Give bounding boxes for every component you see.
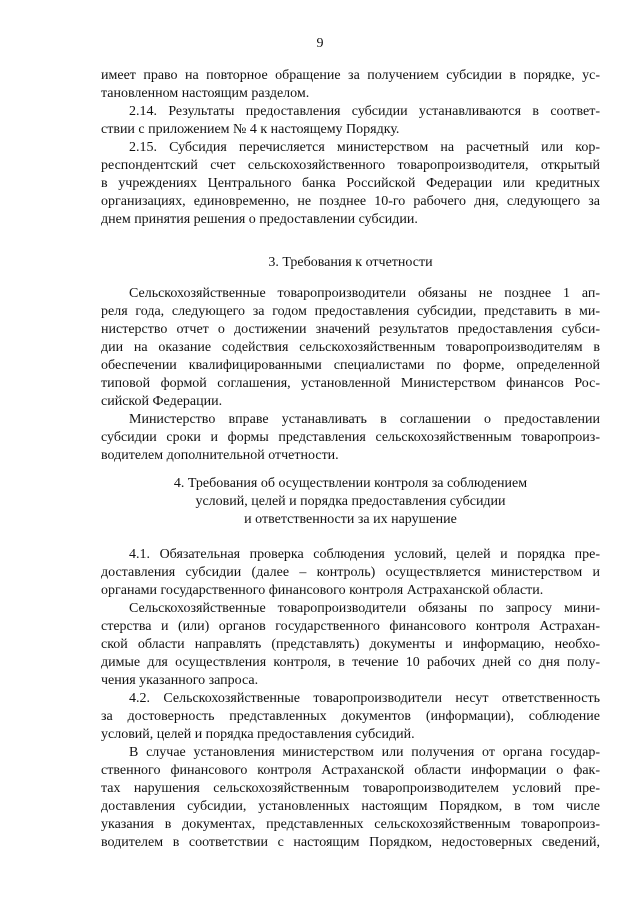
clause-4-2-line: 4.2. Сельскохозяйственные товаропроизводители несут ответственность bbox=[129, 691, 600, 706]
clause-4-1-line: димые для осуществления контроля, в течение 10 рабочих дней со дня полу- bbox=[101, 655, 600, 670]
text-line: имеет право на повторное обращение за получением субсидии в порядке, ус- bbox=[101, 68, 600, 83]
clause-4-2-line: тах нарушения сельскохозяйственным товаропроизводителем условий пре- bbox=[101, 781, 600, 796]
clause-2-15-line: организациях, единовременно, не позднее 10-го рабочего дня, следующего за bbox=[101, 194, 600, 209]
clause-4-1-line: доставления субсидии (далее – контроль) осуществляется министерством и bbox=[101, 565, 600, 580]
clause-4-2-line: доставления субсидии, установленных настоящим Порядком, в том числе bbox=[101, 799, 600, 814]
section-3-text-line: Министерство вправе устанавливать в соглашении о предоставлении bbox=[129, 412, 600, 427]
clause-4-1-line: органами государственного финансового контроля Астраханской области. bbox=[101, 583, 544, 598]
section-3-text-line: реля года, следующего за годом предоставления субсидии, представить в ми- bbox=[101, 304, 600, 319]
clause-4-2-line: условий, целей и порядка предоставления субсидий. bbox=[101, 727, 415, 742]
clause-2-15-line: в учреждениях Центрального банка Российской Федерации или кредитных bbox=[101, 176, 600, 191]
clause-2-15-line: 2.15. Субсидия перечисляется министерством на расчетный или кор- bbox=[129, 140, 600, 155]
text-line: тановленном настоящим разделом. bbox=[101, 86, 310, 101]
section-3-text-line: типовой формой соглашения, установленной Министерством финансов Рос- bbox=[101, 376, 600, 391]
section-3-text-line: нистерство отчет о достижении значений результатов предоставления субси- bbox=[101, 322, 600, 337]
clause-4-1-line: ской области направлять (представлять) документы и информацию, необхо- bbox=[101, 637, 600, 652]
clause-2-14-line: 2.14. Результаты предоставления субсидии устанавливаются в соответ- bbox=[129, 104, 600, 119]
section-3-text-line: дии на оказание содействия сельскохозяйственным товаропроизводителям в bbox=[101, 340, 600, 355]
clause-4-1-line: Сельскохозяйственные товаропроизводители обязаны по запросу мини- bbox=[129, 601, 600, 616]
clause-2-15-line: днем принятия решения о предоставлении субсидии. bbox=[101, 212, 418, 227]
clause-4-2-line: водителем в соответствии с настоящим Порядком, недостоверных сведений, bbox=[101, 835, 600, 850]
section-3-text-line: Сельскохозяйственные товаропроизводители обязаны не позднее 1 ап- bbox=[129, 286, 600, 301]
clause-4-2-line: В случае установления министерством или получения от органа государ- bbox=[129, 745, 600, 760]
clause-4-1-line: чения указанного запроса. bbox=[101, 673, 259, 688]
clause-4-2-line: ственного финансового контроля Астраханской области информации о фак- bbox=[101, 763, 600, 778]
clause-4-2-line: за достоверность представленных документов (информации), соблюдение bbox=[101, 709, 600, 724]
section-4-heading-line: 4. Требования об осуществлении контроля за соблюдением bbox=[173, 476, 528, 491]
section-3-text-line: водителем дополнительной отчетности. bbox=[101, 448, 339, 463]
section-4-heading-line: и ответственности за их нарушение bbox=[244, 512, 457, 527]
section-3-text-line: сийской Федерации. bbox=[101, 394, 223, 409]
section-3-text-line: обеспечении квалифицированными специалистами по форме, определенной bbox=[101, 358, 600, 373]
section-3-text-line: субсидии сроки и формы представления сельскохозяйственным товаропроиз- bbox=[101, 430, 600, 445]
clause-4-1-line: стерства и (или) органов государственного финансового контроля Астрахан- bbox=[101, 619, 600, 634]
section-3-heading: 3. Требования к отчетности bbox=[268, 255, 433, 270]
clause-4-2-line: указания в документах, представленных сельскохозяйственным товаропроиз- bbox=[101, 817, 600, 832]
clause-2-14-line: ствии с приложением № 4 к настоящему Порядку. bbox=[101, 122, 400, 137]
page-number: 9 bbox=[316, 36, 324, 51]
clause-2-15-line: респондентский счет сельскохозяйственного товаропроизводителя, открытый bbox=[101, 158, 600, 173]
section-4-heading-line: условий, целей и порядка предоставления субсидии bbox=[195, 494, 506, 509]
clause-4-1-line: 4.1. Обязательная проверка соблюдения условий, целей и порядка пре- bbox=[129, 547, 600, 562]
